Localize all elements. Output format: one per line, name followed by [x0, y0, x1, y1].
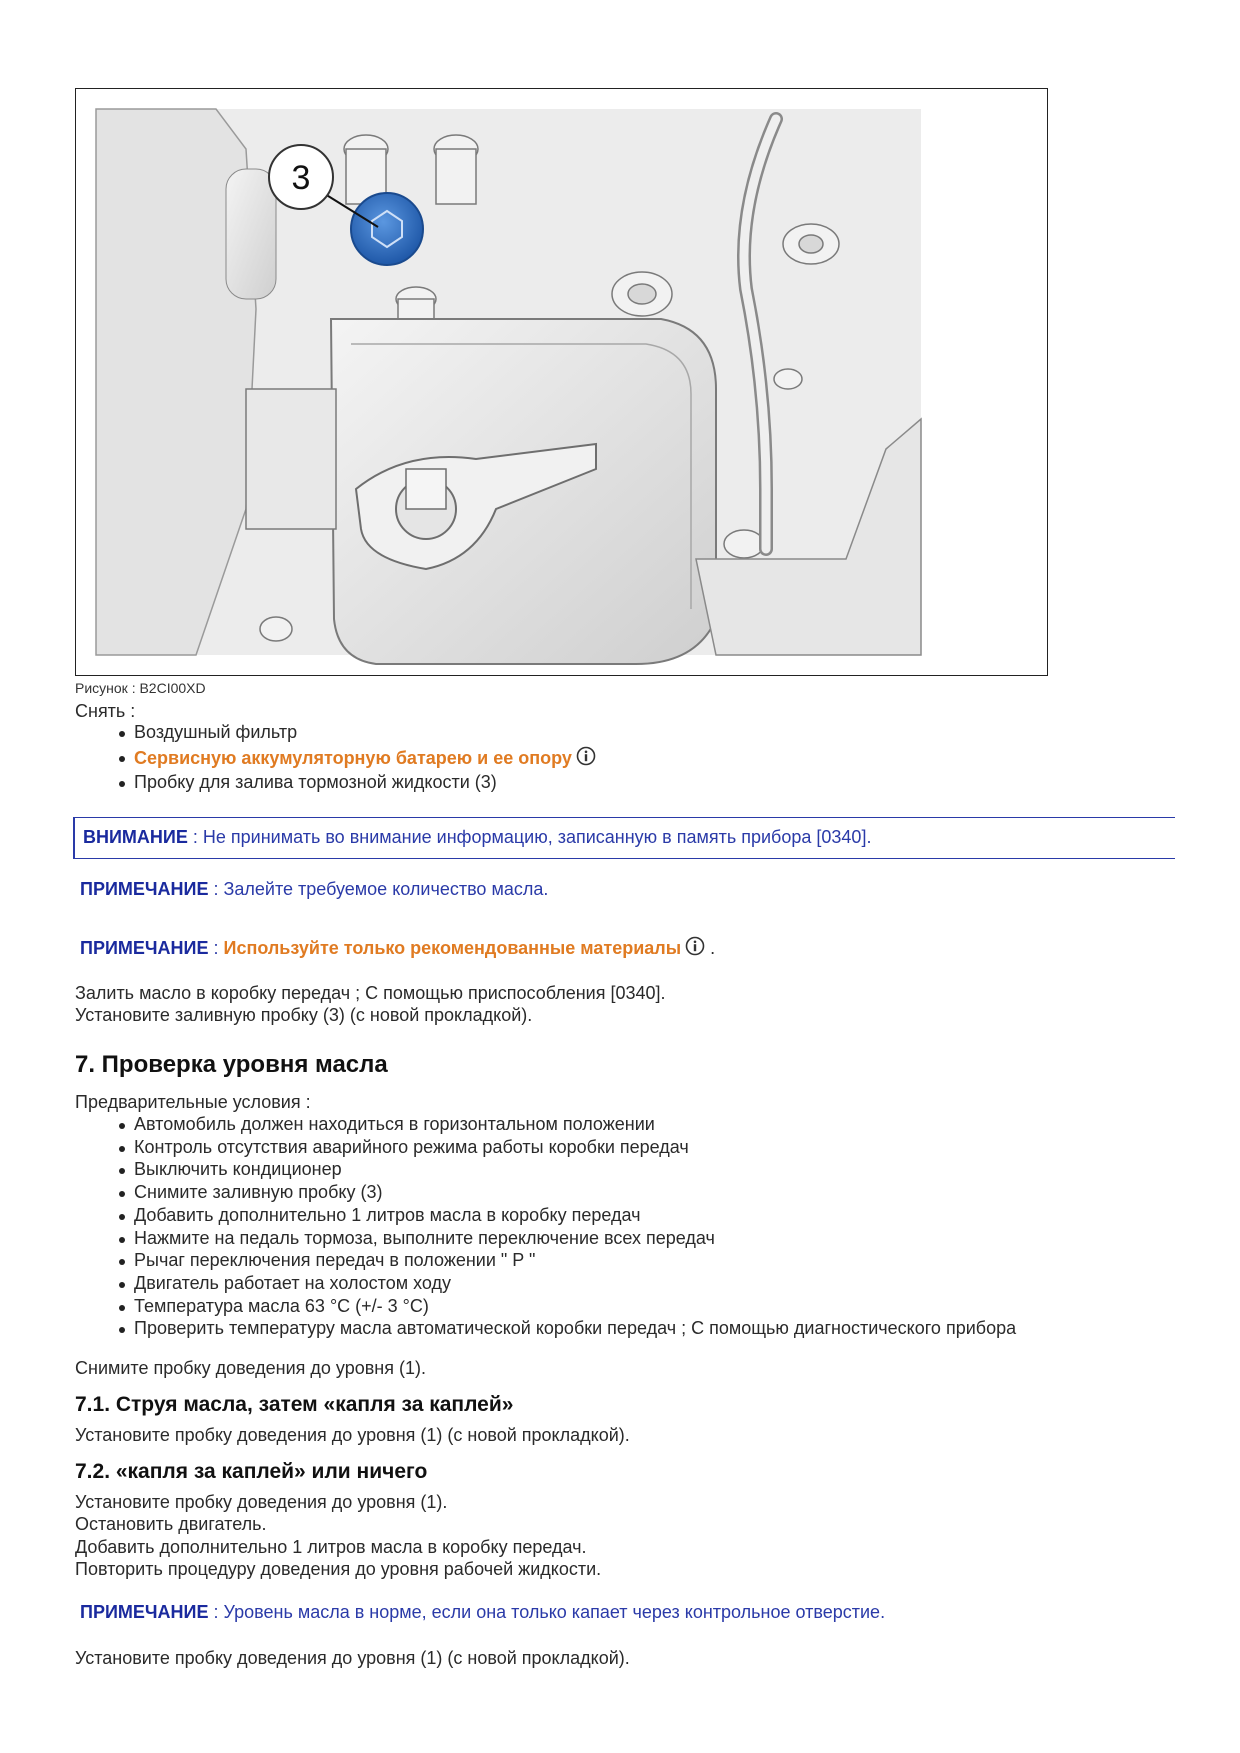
list-item: Контроль отсутствия аварийного режима работы коробки передач [75, 1136, 1016, 1159]
list-item: Выключить кондиционер [75, 1158, 1016, 1181]
note-separator: : [208, 1602, 224, 1622]
note-label: ПРИМЕЧАНИЕ [80, 1602, 209, 1622]
list-item: Проверить температуру масла автоматической коробки передач ; С помощью диагностического прибора [75, 1317, 1016, 1340]
list-item: Температура масла 63 °C (+/- 3 °C) [75, 1295, 1016, 1318]
list-item-text: Воздушный фильтр [134, 722, 298, 742]
list-item: Нажмите на педаль тормоза, выполните переключение всех передач [75, 1227, 1016, 1250]
figure-frame [75, 88, 1048, 676]
preconditions-heading: Предварительные условия : [75, 1092, 311, 1112]
figure-caption: Рисунок : B2CI00XD [75, 680, 206, 696]
transmission-illustration [76, 89, 1047, 675]
section-7-2-line: Повторить процедуру доведения до уровня рабочей жидкости. [75, 1559, 602, 1579]
remove-list [75, 721, 596, 794]
note-text: Уровень масла в норме, если она только капает через контрольное отверстие. [223, 1602, 886, 1622]
section-7-2-line: Установите пробку доведения до уровня (1). [75, 1492, 448, 1512]
final-text: Установите пробку доведения до уровня (1) (с новой прокладкой). [75, 1648, 630, 1668]
section-7-1-title: 7.1. Струя масла, затем «капля за каплей» [75, 1393, 514, 1416]
section-7-2-title: 7.2. «капля за каплей» или ничего [75, 1460, 428, 1483]
section-7-2-line: Добавить дополнительно 1 литров масла в коробку передач. [75, 1537, 587, 1557]
remove-level-plug-text: Снимите пробку доведения до уровня (1). [75, 1358, 426, 1378]
info-icon[interactable] [685, 936, 705, 961]
remove-heading: Снять : [75, 701, 136, 721]
preconditions-list [75, 1113, 1016, 1340]
section-7-2-line: Остановить двигатель. [75, 1514, 267, 1534]
note-separator: : [208, 938, 224, 958]
note-1 [80, 878, 548, 900]
note-2 [80, 936, 715, 961]
materials-link[interactable]: Используйте только рекомендованные материалы [223, 938, 682, 958]
warning-label: ВНИМАНИЕ [83, 827, 188, 847]
list-item [75, 746, 596, 772]
note-suffix: . [705, 938, 716, 958]
section-7-title: 7. Проверка уровня масла [75, 1051, 388, 1078]
list-item [75, 771, 596, 794]
note-separator: : [208, 879, 224, 899]
callout-number: 3 [291, 159, 311, 197]
section-7-1-text: Установите пробку доведения до уровня (1) (с новой прокладкой). [75, 1425, 630, 1445]
note-label: ПРИМЕЧАНИЕ [80, 879, 209, 899]
list-item: Автомобиль должен находиться в горизонтальном положении [75, 1113, 1016, 1136]
warning-separator: : [187, 827, 203, 847]
fill-plug-highlight [351, 193, 423, 265]
info-icon[interactable] [576, 746, 596, 772]
battery-link[interactable]: Сервисную аккумуляторную батарею и ее опору [134, 747, 572, 768]
list-item: Добавить дополнительно 1 литров масла в коробку передач [75, 1204, 1016, 1227]
note-text: Залейте требуемое количество масла. [223, 879, 549, 899]
fill-step-1: Залить масло в коробку передач ; С помощью приспособления [0340]. [75, 983, 666, 1003]
list-item: Снимите заливную пробку (3) [75, 1181, 1016, 1204]
list-item-text: Пробку для залива тормозной жидкости (3) [134, 772, 497, 793]
list-item [75, 721, 596, 744]
warning-box [73, 817, 1175, 859]
fill-step-2: Установите заливную пробку (3) (с новой прокладкой). [75, 1005, 533, 1025]
note-label: ПРИМЕЧАНИЕ [80, 938, 209, 958]
warning-text: Не принимать во внимание информацию, записанную в память прибора [0340]. [202, 827, 872, 847]
list-item: Двигатель работает на холостом ходу [75, 1272, 1016, 1295]
note-3 [80, 1601, 885, 1623]
list-item: Рычаг переключения передач в положении " P " [75, 1249, 1016, 1272]
